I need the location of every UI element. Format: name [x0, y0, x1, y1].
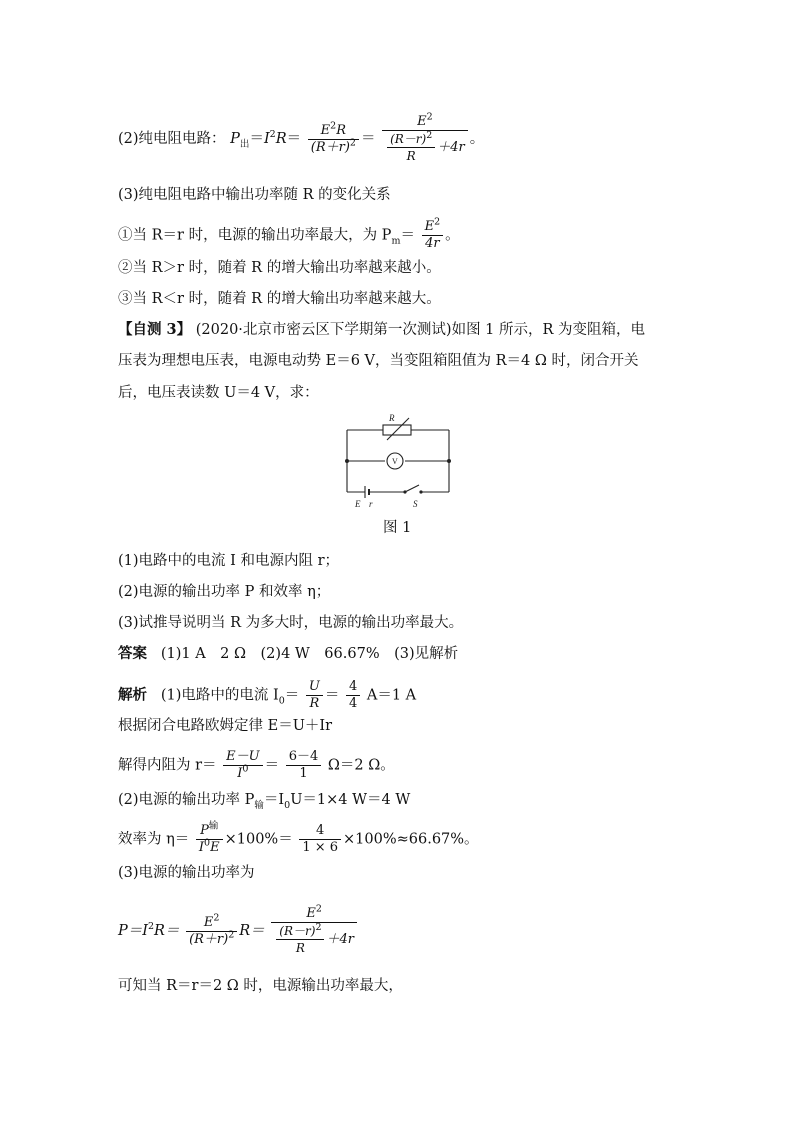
switch-contact — [419, 490, 422, 493]
solution-line-3: 解得内阻为 r＝ $\frac{E-U}{I^0}$ ＝ $\frac{6-4}{1}$ Ω＝2 Ω。 — [118, 749, 395, 781]
junction-right — [447, 459, 451, 463]
label-r: r — [369, 499, 373, 509]
fraction-e2r-over-rr2: $\frac{E^2R}{(R+r)^2}$ — [308, 123, 359, 156]
answer-text: (1)1 A 2 Ω (2)4 W 66.67% (3)见解析 — [160, 646, 459, 662]
label-V: V — [392, 457, 398, 466]
switch-blade-icon — [405, 485, 419, 492]
figure-caption: 图 1 — [383, 520, 412, 536]
question-1: (1)电路中的电流 I 和电源内阻 r； — [118, 553, 340, 569]
problem-line-3: 后，电压表读数 U＝4 V，求： — [118, 385, 319, 401]
question-2: (2)电源的输出功率 P 和效率 η； — [118, 584, 331, 600]
solution-line-2: 根据闭合电路欧姆定律 E＝U＋Ir — [118, 718, 333, 734]
sec3-item-2: ②当 R＞r 时，随着 R 的增大输出功率越来越小。 — [118, 260, 441, 276]
label-S: S — [413, 499, 418, 509]
problem-tag: 【自测 3】 — [118, 321, 192, 338]
problem-line-2: 压表为理想电压表，电源电动势 E＝6 V，当变阻箱阻值为 R＝4 Ω 时，闭合开关 — [118, 353, 639, 369]
answer-line — [118, 644, 458, 664]
junction-left — [345, 459, 349, 463]
fraction-e2-over-4r: $\frac{E^2}{4r}$ — [422, 219, 444, 252]
sec3-title: (3)纯电阻电路中输出功率随 R 的变化关系 — [118, 187, 391, 203]
solution-line-6: (3)电源的输出功率为 — [118, 865, 255, 881]
solution-line-5: 效率为 η＝ $\frac{P^输}{I^0E}$ ×100%＝ $\frac{4}{1 \times 6}$ ×100%≈66.67%。 — [118, 820, 479, 855]
solution-line-8: 可知当 R＝r＝2 Ω 时，电源输出功率最大， — [118, 978, 403, 994]
answer-label: 答案 — [118, 645, 147, 662]
label-E: E — [355, 499, 361, 509]
problem-line-1: 【自测 3】 (2020·北京市密云区下学期第一次测试)如图 1 所示，R 为变阻箱，电 — [118, 321, 646, 338]
solution-line-7: $P=I^2R=$ $\frac{E^2}{(R+r)^2}$ R＝ $E^2$ $\frac{(R-r)^2}{R}$ ＋4r — [118, 906, 359, 956]
circuit-diagram — [343, 412, 453, 512]
switch-pivot — [403, 490, 406, 493]
fraction-e2-over-compound: $E^2$ $\frac{(R-r)^2}{R}$ ＋4r — [382, 114, 468, 164]
solution-line-4: (2)电源的输出功率 $P_输=I_0U=1\times 4$ W＝4 W — [118, 792, 411, 811]
solution-line-1: 解析 (1)电路中的电流 $I_0=$ $\frac{U}{R}$ ＝ $\frac{4}{4}$ A＝1 A — [118, 679, 417, 711]
question-3: (3)试推导说明当 R 为多大时，电源的输出功率最大。 — [118, 615, 464, 631]
sec3-item-1: ①当 R＝r 时，电源的输出功率最大，为 $P_m=$ $\frac{E^2}{4r}$ 。 — [118, 216, 460, 251]
solution-label: 解析 — [118, 686, 147, 704]
sec2-formula-line: (2)纯电阻电路： $P_出=I^2R=$ $\frac{E^2R}{(R+r)^2}$ ＝ $E^2$ $\frac{(R-r)^2}{R}$ ＋4r 。 — [118, 111, 485, 163]
sec3-item-3: ③当 R＜r 时，随着 R 的增大输出功率越来越大。 — [118, 291, 441, 307]
label-R: R — [389, 413, 395, 423]
fraction-inner: $\frac{(R-r)^2}{R}$ — [387, 131, 435, 164]
